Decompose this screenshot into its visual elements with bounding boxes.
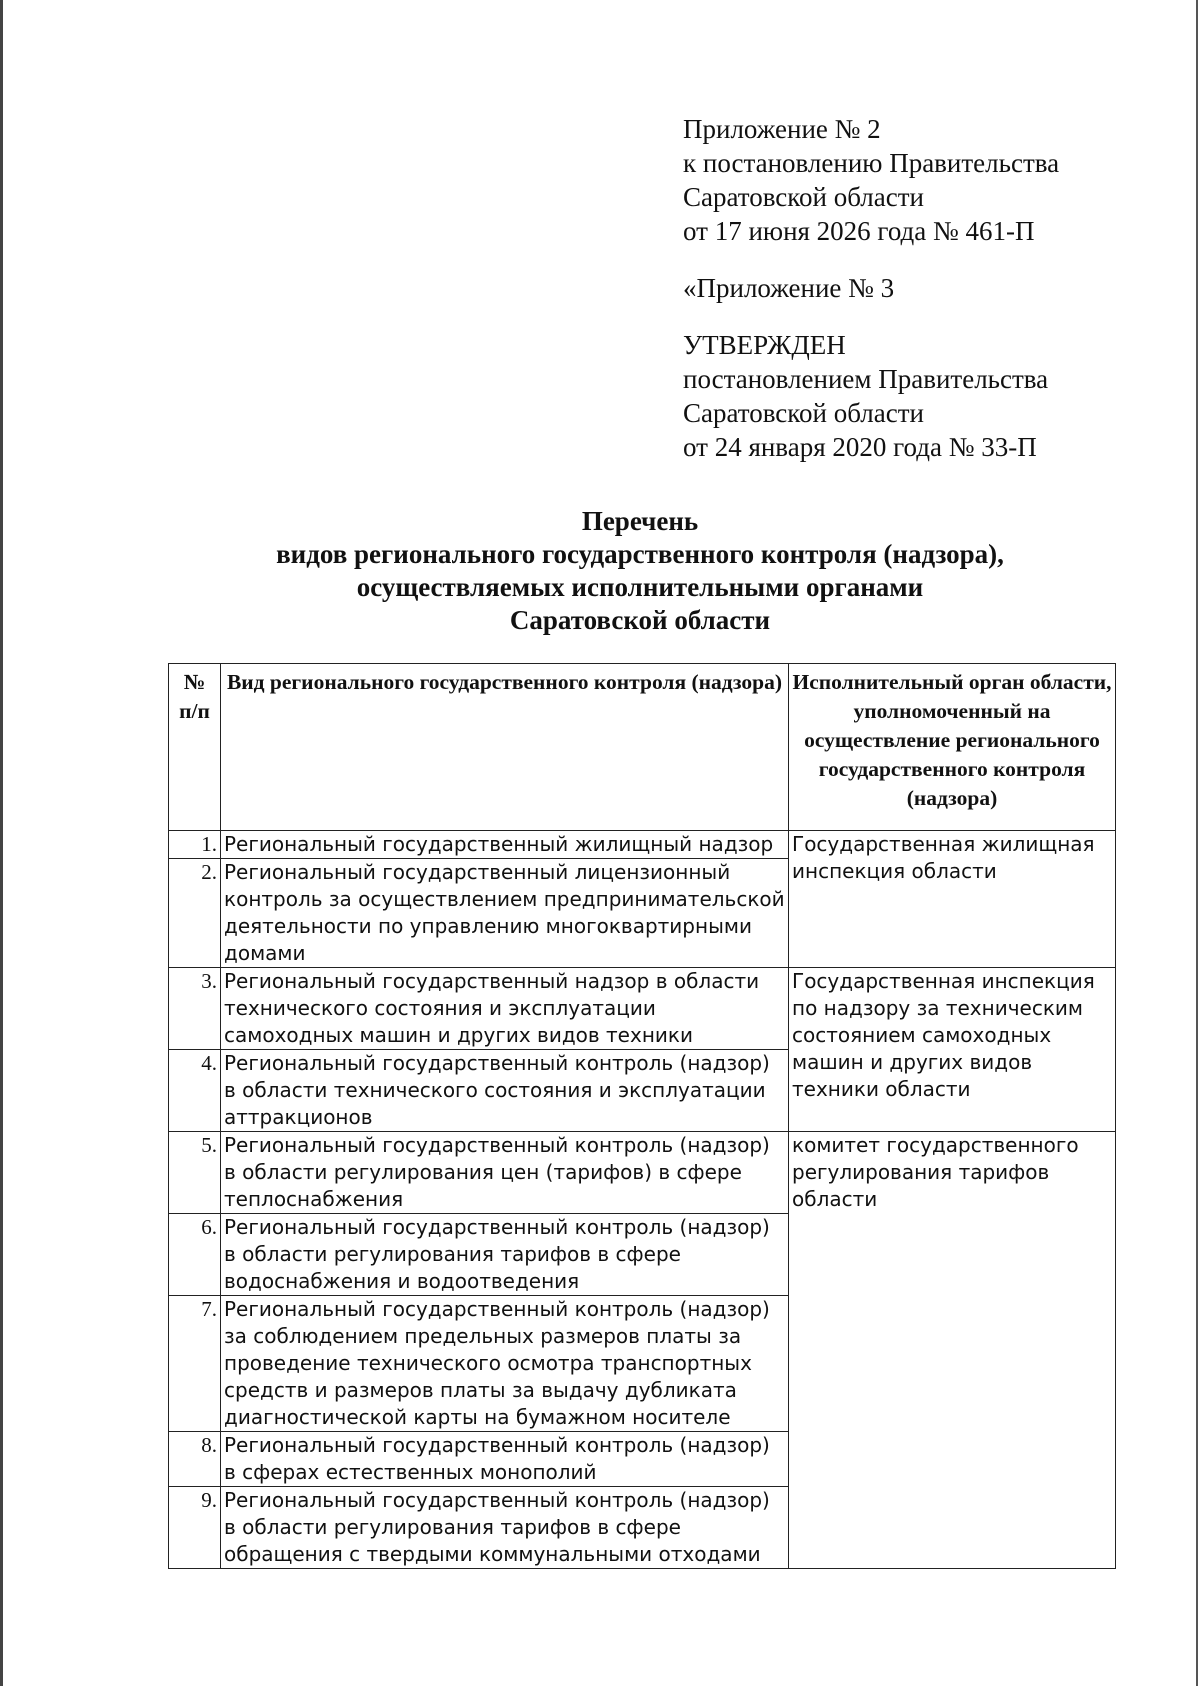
row-number: 7. bbox=[169, 1296, 221, 1432]
row-control-type: Региональный государственный лицензионный контроль за осуществлением предпринимательской деятельности по управлению многоквартирными домами bbox=[221, 859, 789, 968]
region-line: Саратовской области bbox=[683, 182, 924, 212]
row-number: 1. bbox=[169, 831, 221, 859]
row-control-type: Региональный государственный контроль (надзор) за соблюдением предельных размеров платы за проведение технического осмотра транспортных средств и размеров платы за выдачу дубликата диагностической карты на бумажном носителе bbox=[221, 1296, 789, 1432]
spacer bbox=[683, 248, 1059, 271]
approved-by-line: постановлением Правительства bbox=[683, 364, 1049, 394]
approved-date-line: от 24 января 2020 года № 33-П bbox=[683, 432, 1037, 462]
page-edge-right bbox=[1196, 0, 1198, 1686]
row-control-type: Региональный государственный контроль (надзор) в области регулирования тарифов в сфере водоснабжения и водоотведения bbox=[221, 1214, 789, 1296]
approval-block bbox=[683, 112, 1059, 464]
approved-heading: УТВЕРЖДЕН bbox=[683, 330, 846, 360]
resolution-ref-line: к постановлению Правительства bbox=[683, 148, 1060, 178]
row-control-type: Региональный государственный надзор в области технического состояния и эксплуатации самоходных машин и других видов техники bbox=[221, 968, 789, 1050]
row-number: 5. bbox=[169, 1132, 221, 1214]
title-line: Саратовской области bbox=[509, 605, 771, 635]
appendix-3-line: «Приложение № 3 bbox=[683, 273, 895, 303]
table-row bbox=[169, 831, 1116, 859]
row-authority: Государственная жилищная инспекция области bbox=[789, 831, 1116, 968]
row-authority: комитет государственного регулирования тарифов области bbox=[789, 1132, 1116, 1569]
row-number: 9. bbox=[169, 1487, 221, 1569]
row-control-type: Региональный государственный контроль (надзор) в области регулирования цен (тарифов) в сфере теплоснабжения bbox=[221, 1132, 789, 1214]
title-line: видов регионального государственного контроля (надзора), bbox=[276, 539, 1004, 569]
row-number: 8. bbox=[169, 1432, 221, 1487]
page-edge-left bbox=[0, 0, 3, 1686]
control-types-table bbox=[168, 663, 1116, 1569]
appendix-line: Приложение № 2 bbox=[683, 114, 881, 144]
row-control-type: Региональный государственный контроль (надзор) в области технического состояния и эксплуатации аттракционов bbox=[221, 1050, 789, 1132]
header-control-type: Вид регионального государственного контроля (надзора) bbox=[221, 664, 789, 831]
table-row bbox=[169, 1132, 1116, 1214]
spacer bbox=[683, 305, 1059, 328]
title-line: Перечень bbox=[581, 506, 699, 536]
row-control-type: Региональный государственный контроль (надзор) в области регулирования тарифов в сфере обращения с твердыми коммунальными отходами bbox=[221, 1487, 789, 1569]
resolution-date-line: от 17 июня 2026 года № 461-П bbox=[683, 216, 1035, 246]
row-number: 4. bbox=[169, 1050, 221, 1132]
table-row bbox=[169, 968, 1116, 1050]
row-authority: Государственная инспекция по надзору за техническим состоянием самоходных машин и других видов техники области bbox=[789, 968, 1116, 1132]
document-title bbox=[160, 505, 1120, 637]
header-authority: Исполнительный орган области, уполномоченный на осуществление регионального государственного контроля (надзора) bbox=[789, 664, 1116, 831]
row-number: 6. bbox=[169, 1214, 221, 1296]
row-control-type: Региональный государственный жилищный надзор bbox=[221, 831, 789, 859]
title-line: осуществляемых исполнительными органами bbox=[356, 572, 924, 602]
approved-region-line: Саратовской области bbox=[683, 398, 924, 428]
row-control-type: Региональный государственный контроль (надзор) в сферах естественных монополий bbox=[221, 1432, 789, 1487]
header-number: № п/п bbox=[169, 664, 221, 831]
row-number: 2. bbox=[169, 859, 221, 968]
table-header-row bbox=[169, 664, 1116, 831]
row-number: 3. bbox=[169, 968, 221, 1050]
